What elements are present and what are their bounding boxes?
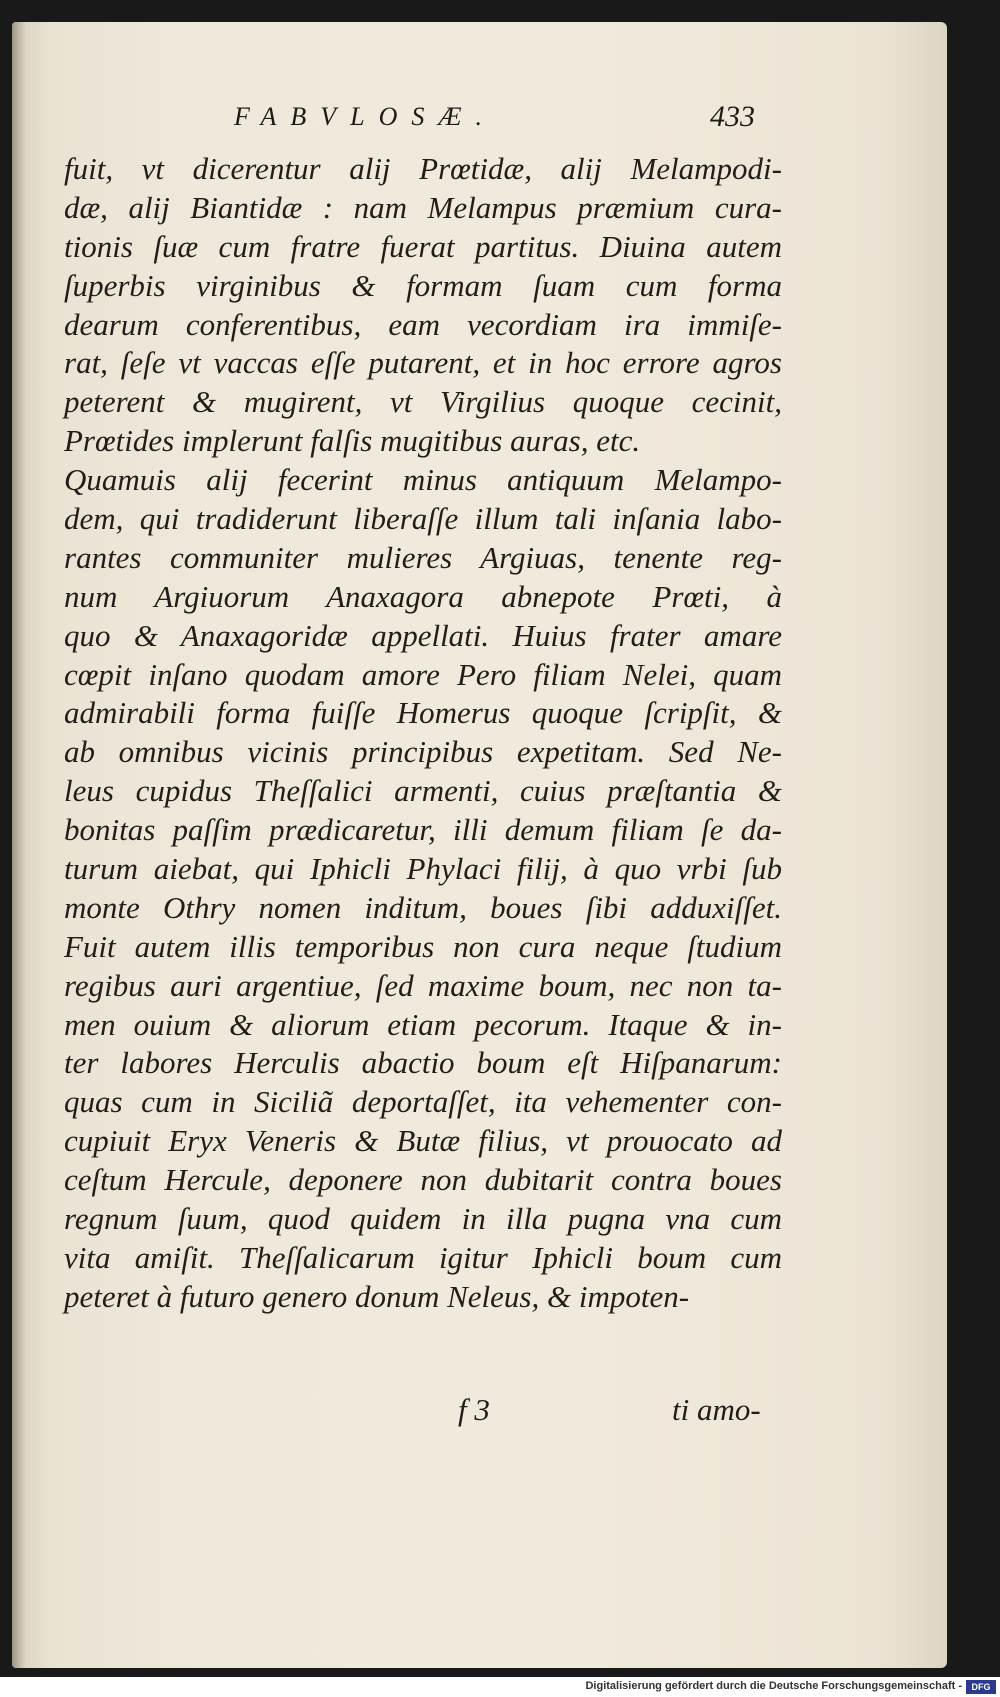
text-line: regibus auri argentiue, ſed maxime boum, nec non ta-: [64, 967, 782, 1003]
credit-bar: [0, 1677, 1000, 1697]
text-line: ab omnibus vicinis principibus expetitam. Sed Ne-: [64, 734, 782, 770]
text-line: Prœtides implerunt falſis mugitibus auras, etc.: [64, 423, 641, 459]
text-line: ter labores Herculis abactio boum eſt Hiſpanarum:: [64, 1045, 782, 1081]
text-line: cœpit inſano quodam amore Pero filiam Nelei, quam: [64, 656, 782, 692]
page-number: 433: [710, 100, 755, 133]
catchword: ti amo-: [672, 1392, 761, 1427]
text-line: dæ, alij Biantidæ : nam Melampus præmium cura-: [64, 189, 782, 225]
text-line: bonitas paſſim prædicaretur, illi demum filiam ſe da-: [64, 812, 782, 848]
text-line: dearum conferentibus, eam vecordiam ira immiſe-: [64, 306, 782, 342]
text-line: cupiuit Eryx Veneris & Butæ filius, vt prouocato ad: [64, 1123, 782, 1159]
page-footer: [12, 1392, 947, 1432]
text-line: admirabili forma fuiſſe Homerus quoque ſcripſit, &: [64, 695, 782, 731]
text-line: leus cupidus Theſſalici armenti, cuius præſtantia &: [64, 773, 782, 809]
running-title: FABVLOSÆ.: [234, 102, 497, 131]
text-line: rat, ſeſe vt vaccas eſſe putarent, et in hoc errore agros: [64, 345, 782, 381]
text-line: vita amiſit. Theſſalicarum igitur Iphicli boum cum: [64, 1239, 782, 1275]
text-line: peterent & mugirent, vt Virgilius quoque cecinit,: [64, 384, 782, 420]
text-line: rantes communiter mulieres Argiuas, tenente reg-: [64, 539, 782, 575]
credit-text: Digitalisierung gefördert durch die Deutsche Forschungsgemeinschaft -: [585, 1680, 962, 1692]
running-head: [12, 80, 947, 133]
text-line: quo & Anaxagoridæ appellati. Huius frater amare: [64, 617, 782, 653]
text-line: regnum ſuum, quod quidem in illa pugna vna cum: [64, 1201, 782, 1237]
book-page: [12, 22, 947, 1668]
body-text: [64, 150, 782, 1317]
text-line: turum aiebat, qui Iphicli Phylaci filij, à quo vrbi ſub: [64, 851, 782, 887]
signature-mark: f 3: [458, 1392, 490, 1427]
text-line: monte Othry nomen inditum, boues ſibi adduxiſſet.: [64, 889, 782, 925]
dfg-logo: DFG: [966, 1680, 996, 1694]
text-line: Fuit autem illis temporibus non cura neque ſtudium: [64, 928, 782, 964]
text-line: dem, qui tradiderunt liberaſſe illum tali inſania labo-: [64, 501, 782, 537]
text-line: Quamuis alij fecerint minus antiquum Melampo-: [64, 462, 782, 498]
text-line: fuit, vt dicerentur alij Prœtidæ, alij Melampodi-: [64, 151, 782, 186]
text-line: ceſtum Hercule, deponere non dubitarit contra boues: [64, 1162, 782, 1198]
text-line: tionis ſuæ cum fratre fuerat partitus. Diuina autem: [64, 228, 782, 264]
text-line: ſuperbis virginibus & formam ſuam cum forma: [64, 267, 782, 303]
text-line: men ouium & aliorum etiam pecorum. Itaque & in-: [64, 1006, 782, 1042]
text-line: quas cum in Siciliã deportaſſet, ita vehementer con-: [64, 1084, 782, 1120]
text-line: num Argiuorum Anaxagora abnepote Prœti, à: [64, 578, 782, 614]
text-line: peteret à futuro genero donum Neleus, & impoten-: [64, 1278, 690, 1314]
